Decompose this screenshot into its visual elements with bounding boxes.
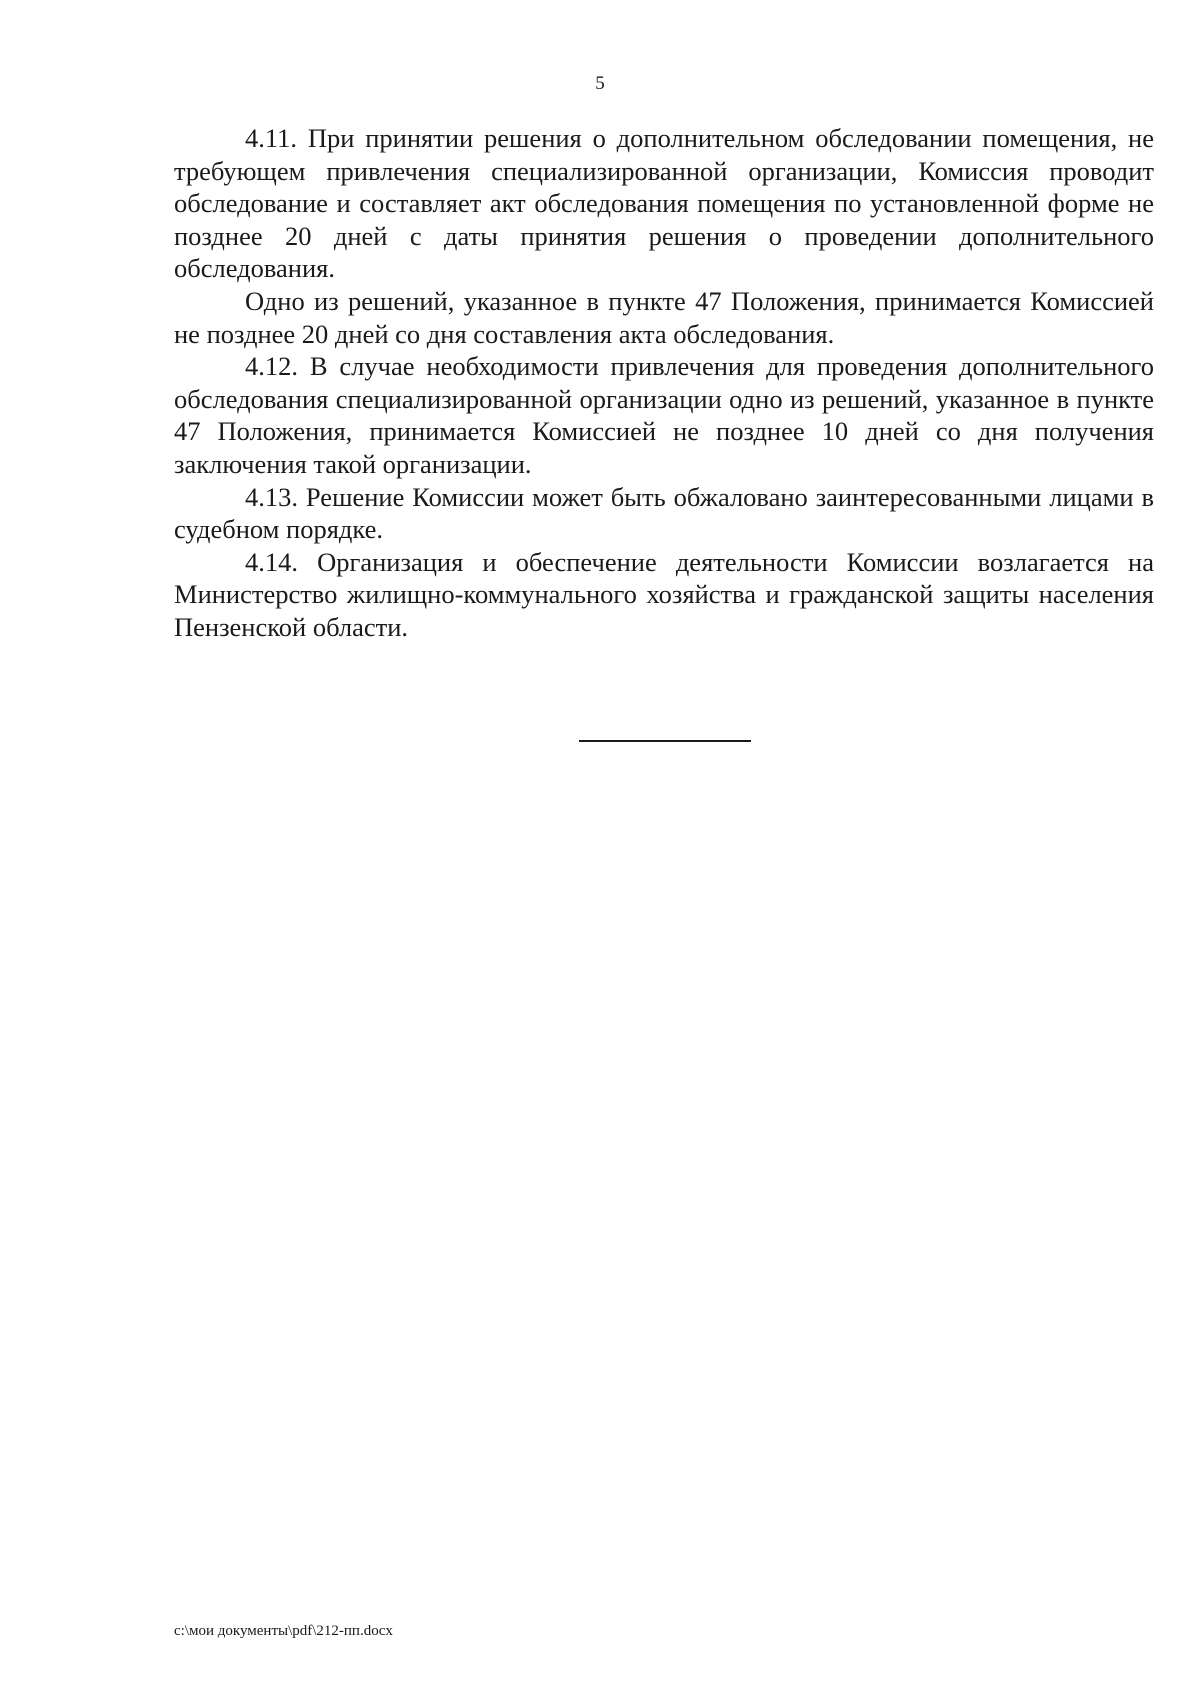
footer-file-path: c:\мои документы\pdf\212-пп.docx	[174, 1623, 393, 1639]
document-body	[174, 122, 1154, 644]
paragraph-4-11-continued: Одно из решений, указанное в пункте 47 Положения, принимается Комиссией не позднее 20 дней со дня составления акта обследования.	[174, 285, 1154, 349]
paragraph-4-11: 4.11. При принятии решения о дополнительном обследовании помещения, не требующем привлечения специализированной организации, Комиссия проводит обследование и составляет акт обследования помещения по установленной форме не позднее 20 дней с даты принятия решения о проведении дополнительного обследования.	[174, 123, 1154, 284]
end-of-text-rule	[579, 740, 751, 742]
paragraph-4-14: 4.14. Организация и обеспечение деятельности Комиссии возлагается на Министерство жилищно-коммунального хозяйства и гражданской защиты населения Пензенской области.	[174, 546, 1154, 642]
paragraph-4-12: 4.12. В случае необходимости привлечения для проведения дополнительного обследования специализированной организации одно из решений, указанное в пункте 47 Положения, принимается Комиссией не позднее 10 дней со дня получения заключения такой организации.	[174, 351, 1154, 479]
paragraph-4-13: 4.13. Решение Комиссии может быть обжаловано заинтересованными лицами в судебном порядке.	[174, 481, 1154, 545]
page-number: 5	[595, 73, 605, 94]
